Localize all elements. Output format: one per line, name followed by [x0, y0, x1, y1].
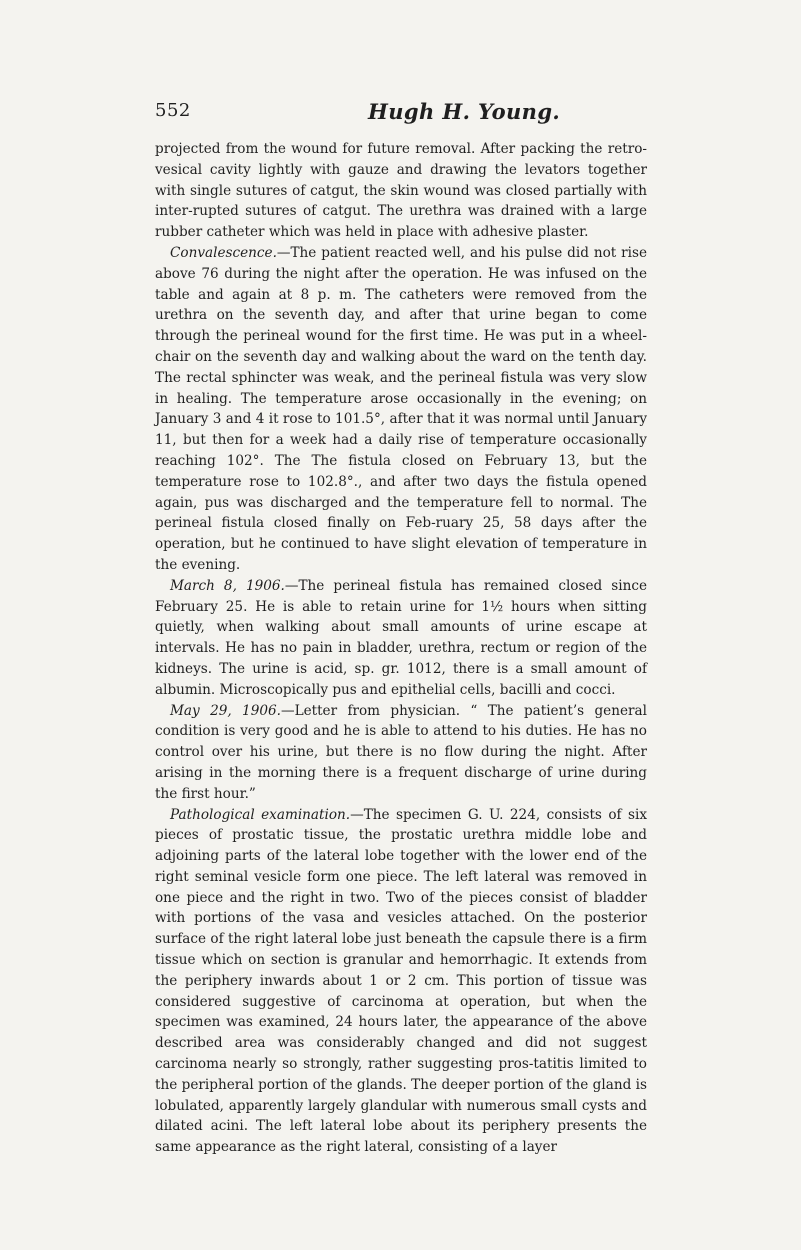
paragraph-text: —Letter from physician. “ The patient’s general condition is very good and he is able to attend to his duties. He has no control over his urine, but there is no flow during the night. After arising in the morning there is a frequent discharge of urine during the first hour.” [155, 702, 647, 802]
paragraph-heading: Convalescence. [170, 244, 277, 261]
paragraph-pathological-examination [155, 805, 647, 1159]
paragraph-heading: March 8, 1906. [170, 577, 285, 594]
paragraph-operation-continued [155, 139, 647, 243]
paragraph-heading: May 29, 1906. [170, 702, 281, 719]
paragraph-convalescence [155, 243, 647, 576]
paragraph-text: —The specimen G. U. 224, consists of six pieces of prostatic tissue, the prostatic urethra middle lobe and adjoining parts of the lateral lobe together with the lower end of the right seminal vesicle form one piece. The left lateral was removed in one piece and the right in two. Two of the pieces consist of bladder with portions of the vasa and vesicles attached. On the posterior surface of the right lateral lobe just beneath the capsule there is a firm tissue which on section is granular and hemorrhagic. It extends from the periphery inwards about 1 or 2 cm. This portion of tissue was considered suggestive of carcinoma at operation, but when the specimen was examined, 24 hours later, the appearance of the above described area was considerably changed and did not suggest carcinoma nearly so strongly, rather suggesting pros-tatitis limited to the peripheral portion of the glands. The deeper portion of the gland is lobulated, apparently largely glandular with numerous small cysts and dilated acini. The left lateral lobe about its periphery presents the same appearance as the right lateral, consisting of a layer [155, 806, 647, 1156]
paragraph-text: —The perineal fistula has remained closed since February 25. He is able to retain urine for 1½ hours when sitting quietly, when walking about small amounts of urine escape at intervals. He has no pain in bladder, urethra, rectum or region of the kidneys. The urine is acid, sp. gr. 1012, there is a small amount of albumin. Microscopically pus and epithelial cells, bacilli and cocci. [155, 577, 647, 698]
paragraph-march-1906 [155, 576, 647, 701]
running-title: Hugh H. Young. [368, 99, 561, 124]
page-header [155, 100, 645, 130]
paragraph-text: —The patient reacted well, and his pulse did not rise above 76 during the night after the operation. He was infused on the table and again at 8 p. m. The catheters were removed from the urethra on the seventh day, and after that urine began to come through the perineal wound for the first time. He was put in a wheel-chair on the seventh day and walking about the ward on the tenth day. The rectal sphincter was weak, and the perineal fistula was very slow in healing. The temperature arose occasionally in the evening; on January 3 and 4 it rose to 101.5°, after that it was normal until January 11, but then for a week had a daily rise of temperature occasionally reaching 102°. The The fistula closed on February 13, but the temperature rose to 102.8°., and after two days the fistula opened again, pus was discharged and the temperature fell to normal. The perineal fistula closed finally on Feb-ruary 25, 58 days after the operation, but he continued to have slight elevation of temperature in the evening. [155, 244, 647, 573]
paragraph-may-1906 [155, 701, 647, 805]
page-number: 552 [155, 100, 191, 121]
body-text [155, 139, 647, 1158]
paragraph-heading: Pathological examination. [170, 806, 351, 823]
paragraph-text: projected from the wound for future removal. After packing the retro-vesical cavity lightly with gauze and drawing the levators together with single sutures of catgut, the skin wound was closed partially with inter-rupted sutures of catgut. The urethra was drained with a large rubber catheter which was held in place with adhesive plaster. [155, 141, 647, 241]
